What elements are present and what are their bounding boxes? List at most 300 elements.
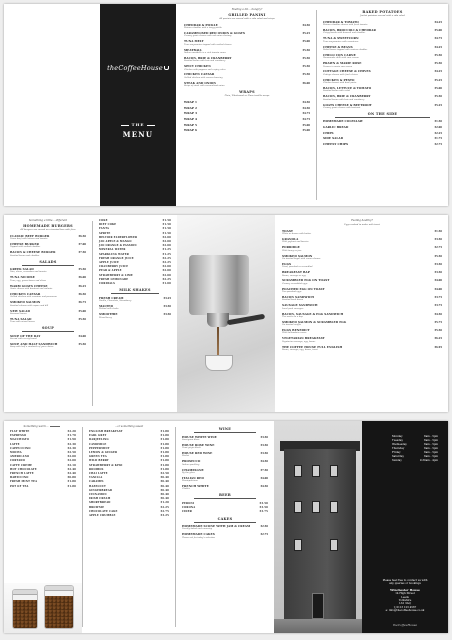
menu-item — [10, 301, 86, 307]
menu-item — [184, 107, 310, 110]
menu-item-description: Vegetarian sausage, egg, beans — [282, 340, 316, 343]
menu-item-price: £5.75 — [434, 320, 442, 324]
menu-item — [184, 129, 310, 132]
menu-item-name: STEAK AND ONION — [184, 80, 216, 85]
menu-item-price: £2.25 — [434, 131, 442, 135]
menu-item-price: £0.80 — [67, 476, 76, 480]
menu-item-price: £1.50 — [434, 120, 442, 124]
menu-item-description: Served with crusty bread — [10, 337, 37, 340]
menu-item-description: Smoked bacon with salad — [323, 90, 350, 93]
menu-item-name: WILD BERRY — [89, 459, 109, 463]
wine-panel — [176, 421, 274, 633]
menu-item — [282, 313, 442, 319]
divider — [194, 432, 256, 433]
corner-note — [10, 425, 76, 428]
menu-item — [99, 313, 171, 319]
cover-title: MENU — [122, 130, 154, 139]
menu-item-name: DARJEELING — [89, 438, 109, 442]
menu-item-price: £6.00 — [78, 276, 86, 280]
menu-item — [323, 120, 442, 123]
menu-item-price: £3.75 — [434, 304, 442, 308]
section-intro: All paninis are served with a side salad and crisps — [219, 17, 275, 20]
menu-item-description: Grilled chicken with croutons and parmesan — [10, 296, 57, 299]
menu-item-name: HAZELNUT — [89, 484, 107, 488]
menu-item-name: CHICKEN CAESAR — [184, 72, 215, 77]
menu-item-name: ROOIBOS — [89, 467, 104, 471]
menu-item-name: NEW SALAD — [10, 308, 31, 313]
coffee-beans — [45, 596, 73, 628]
breakfast-panel — [276, 215, 448, 412]
menu-item — [282, 346, 442, 352]
menu-item-price: £2.50 — [260, 525, 268, 529]
menu-item-description: Bacon, sausage, egg, beans, toast — [282, 349, 318, 352]
menu-item-name: J2O APPLE & MANGO — [99, 240, 132, 244]
menu-item-price: £2.10 — [67, 463, 76, 467]
window — [330, 465, 338, 477]
menu-item-name: CHOCOLATE CAKE — [89, 509, 118, 513]
menu-item-name: PERONI — [182, 501, 195, 505]
section-intro: All burgers are served on a toasted bun with fries — [20, 228, 76, 231]
coffee-cup-icon — [164, 66, 169, 70]
menu-item-name: SMOKED SALMON — [10, 300, 41, 305]
menu-item — [10, 335, 86, 341]
menu-item-price: £6.00 — [302, 81, 310, 85]
menu-item-row — [89, 514, 169, 518]
menu-item-name: FRENCH LATTE — [10, 472, 34, 476]
coffeehouse-building-photo — [274, 421, 362, 633]
menu-item-name: LATTE — [10, 442, 20, 446]
menu-item-price: £5.50 — [302, 65, 310, 69]
menu-item-name: FRESH MINT TEA — [10, 480, 38, 484]
section-title: WRAPS — [239, 90, 255, 95]
day-label: Friday — [392, 451, 401, 454]
menu-item-price: £1.50 — [162, 223, 171, 227]
menu-item-description: Soup with half a sandwich of your choice — [10, 346, 54, 349]
opening-hours — [392, 435, 438, 463]
menu-item-price: £1.20 — [160, 501, 169, 505]
menu-item-name: CHIPS — [323, 130, 334, 135]
menu-item-name: CIDER — [182, 510, 192, 514]
menu-item-description: With honey or jam — [282, 249, 302, 252]
menu-item-name: APPLE JUICE — [99, 261, 120, 265]
menu-item-name: THE COFFEE HOUSE FULL ENGLISH — [282, 344, 343, 349]
menu-item — [10, 235, 86, 241]
phone-number: t: 0113 123 4567 — [393, 605, 417, 609]
espresso-machine-body — [189, 255, 249, 315]
menu-item-price: £4.25 — [434, 20, 442, 24]
menu-item-name: SIDE SALAD — [323, 136, 344, 141]
menu-item-description: Vanilla, Chocolate, Strawberry — [99, 300, 132, 303]
arrow-icon — [50, 426, 60, 427]
menu-item-name: HOT CHOCOLATE — [10, 467, 37, 471]
menu-item-row — [99, 282, 171, 286]
menu-spread-lunch — [4, 215, 448, 412]
menu-item-description: Local pork sausages — [282, 307, 304, 310]
menu-item-name: CHILLI CON CARNE — [323, 52, 356, 57]
menu-item-description: Please ask for today's selection — [182, 536, 215, 539]
menu-item-price: £1.75 — [434, 137, 442, 141]
cakes-list — [182, 525, 268, 539]
panini-list — [184, 24, 310, 88]
section-title: CAKES — [217, 516, 233, 521]
menu-item-price: £3.25 — [160, 514, 169, 518]
menu-item-name: CLASSIC BEEF BURGER — [10, 233, 50, 238]
menu-item-name: COKE — [99, 219, 108, 222]
menu-item-description: On toasted bagel with cream cheese — [282, 257, 321, 260]
menu-item-name: HOMEMADE CAKES — [182, 532, 215, 537]
menu-item-description: Chicken breast with basil pesto — [323, 82, 357, 85]
menu-item-price: £4.50 — [260, 485, 268, 489]
menu-item-price: £1.00 — [162, 282, 171, 286]
menu-item-price: £4.50 — [302, 100, 310, 104]
menu-item-description: Montepulciano — [182, 480, 198, 483]
menu-item-row — [184, 124, 310, 127]
menu-item-price: £2.40 — [67, 467, 76, 471]
menu-item-name: TOAST — [282, 228, 294, 233]
menu-item-name: TUNA MELT — [184, 39, 204, 44]
menu-item-name: FANTA — [99, 227, 110, 231]
menu-item — [10, 276, 86, 282]
menu-item-name: FRENCH WHITE — [182, 484, 209, 489]
section-title: GRILLED PANINI — [228, 13, 266, 17]
menu-item — [10, 318, 86, 324]
corner-text: Something warm... — [23, 425, 49, 428]
section-intro: Plain, Wholemeal or Flour tortilla wraps — [224, 94, 270, 98]
menu-item-price: £1.25 — [162, 252, 171, 256]
menu-item-price: £2.30 — [67, 442, 76, 446]
menu-item-description: Smoked salmon with capers and dill — [10, 304, 49, 307]
menu-item-name: EGGS BENEDICT — [282, 328, 310, 333]
logo-name: CoffeeHouse — [397, 623, 418, 627]
menu-item-name: GINGERBREAD — [89, 488, 113, 492]
menu-item-price: £3.50 — [434, 238, 442, 242]
menu-item-price: £5.00 — [302, 123, 310, 127]
opening-hours-row — [392, 459, 438, 463]
corner-note: Feeling a bit... hungry? — [231, 8, 263, 11]
tea-panel — [83, 421, 175, 633]
menu-item-description: Creamy goats cheese with beetroot — [323, 106, 361, 109]
menu-item-price: £5.50 — [434, 95, 442, 99]
menu-item-name: IRISH CREAM — [89, 497, 111, 501]
menu-item-name: BREAKFAST BAP — [282, 270, 310, 275]
menu-item-name: PEPPERMINT — [89, 446, 110, 450]
menu-item-price: £5.50 — [302, 73, 310, 77]
menu-item — [10, 251, 86, 257]
section-intro: Jacket potatoes served with a side salad — [360, 14, 405, 17]
menu-item-price: £5.00 — [434, 29, 442, 33]
section-title: MILK SHAKES — [119, 288, 151, 293]
menu-item-name: EGGS — [282, 261, 292, 266]
menu-item-name: CORDIALS — [99, 282, 116, 286]
divider — [111, 293, 159, 294]
menu-item-price: £2.00 — [162, 244, 171, 248]
menu-item-name: PEAR & APPLE — [99, 269, 122, 273]
menu-item-price: £4.50 — [434, 312, 442, 316]
menu-item — [282, 321, 442, 327]
menu-item — [282, 288, 442, 294]
hours-value: 8am - 5pm — [424, 451, 438, 454]
menu-item-price: £6.50 — [78, 234, 86, 238]
menu-item — [282, 255, 442, 261]
soft-drinks-list — [99, 219, 171, 286]
section-title: HOMEMADE BURGERS — [23, 224, 73, 228]
panini-panel — [178, 4, 316, 206]
contact-details — [362, 579, 448, 613]
menu-item-description: Cottage cheese with fresh chives — [323, 73, 358, 76]
section-title: SOUP — [41, 326, 55, 331]
menu-item — [323, 21, 442, 27]
menu-item-name: J2O ORANGE & PASSION — [99, 244, 137, 248]
menu-item-price: £2.25 — [162, 256, 171, 260]
menu-item-price: £5.50 — [434, 62, 442, 66]
menu-item-name: ESPRESSO — [10, 434, 27, 438]
menu-item-price: £5.50 — [434, 53, 442, 57]
menu-item-price: £2.00 — [162, 265, 171, 269]
menu-item-name: AMERICANO — [10, 455, 30, 459]
menu-item-price: £1.70 — [67, 434, 76, 438]
menu-item-name: WRAP 5 — [184, 122, 197, 127]
coffee-beans — [13, 600, 37, 628]
menu-item-name: TUNA & SWEETCORN — [323, 36, 359, 41]
portafilter-handle — [227, 314, 265, 326]
menu-item — [282, 304, 442, 310]
menu-item — [282, 271, 442, 277]
menu-item-price: £1.80 — [160, 446, 169, 450]
menu-item — [282, 246, 442, 252]
menu-item-description: On toasted muffin — [282, 324, 301, 327]
menu-item-description: White or brown with butter — [282, 233, 311, 236]
menu-item-name: STRAWBERRY & LIME — [99, 273, 133, 277]
menu-item — [323, 29, 442, 35]
menu-item — [182, 469, 268, 475]
menu-item — [323, 126, 442, 129]
menu-item-name: GRANOLA — [282, 237, 299, 242]
menu-item — [10, 285, 86, 291]
menu-item-price: £2.75 — [434, 143, 442, 147]
menu-item-name: CAPPUCCINO — [10, 446, 31, 450]
menu-item-price: £1.80 — [160, 434, 169, 438]
jar-lid — [12, 590, 38, 595]
menu-item-price: £0.40 — [160, 476, 169, 480]
menu-item-price: £1.80 — [160, 442, 169, 446]
menu-item-name: BROWNIE — [89, 505, 105, 509]
menu-item-row — [323, 137, 442, 140]
menu-item-price: £2.25 — [160, 505, 169, 509]
menu-item — [10, 243, 86, 249]
menu-item-price: £3.50 — [163, 313, 171, 317]
menu-item-price: £6.75 — [78, 301, 86, 305]
menu-item-price: £1.80 — [67, 480, 76, 484]
menu-item-description: Tuna with mixed leaves — [10, 321, 35, 324]
menu-item-price: £1.80 — [160, 459, 169, 463]
menu-item-name: HOUSE WHITE WINE — [182, 434, 217, 439]
soup-list — [10, 335, 86, 349]
address-line: Leeds — [401, 595, 409, 599]
menu-item-name: CORTADO — [10, 459, 25, 463]
corner-note: Something a little... different — [28, 219, 68, 222]
menu-item-name: SOUP AND HALF SANDWICH — [10, 341, 58, 346]
menu-item-price: £1.80 — [160, 430, 169, 433]
menu-item — [323, 79, 442, 85]
divider — [194, 522, 256, 523]
window — [312, 465, 320, 477]
menu-item-price: £1.80 — [160, 463, 169, 467]
hours-value: 8am - 5pm — [424, 455, 438, 458]
menu-item-name: FRESH LEMONADE — [99, 277, 129, 281]
divider — [147, 125, 155, 126]
menu-item-name: ITALIAN RED — [182, 475, 204, 480]
menu-item-description: Baked beans topped with mature cheddar — [323, 48, 368, 51]
corner-note: ...or something sweet — [114, 425, 144, 428]
menu-item-price: £5.25 — [302, 32, 310, 36]
menu-item-price: £5.25 — [434, 103, 442, 107]
menu-item-name: SAUSAGE SANDWICH — [282, 303, 318, 308]
day-label: Sunday — [392, 459, 402, 462]
menu-item-price: £5.25 — [434, 78, 442, 82]
menu-item-description: Chablis — [182, 488, 190, 491]
divider — [194, 498, 256, 499]
menu-item-name: CHEESE & BEANS — [323, 44, 353, 49]
menu-item-description: Chicken with peppers and a spicy salsa — [184, 68, 226, 71]
menu-item-name: CHAI LATTE — [89, 472, 108, 476]
jar-lid — [44, 586, 74, 591]
menu-item — [282, 263, 442, 269]
jar — [12, 589, 38, 629]
menu-item-price: £6.25 — [434, 337, 442, 341]
menu-item-name: SMOKED SALMON — [282, 253, 313, 258]
menu-item-price: £3.50 — [260, 435, 268, 439]
address-line: Yorkshire — [398, 599, 412, 603]
menu-item-price: £4.75 — [434, 37, 442, 41]
beer-list — [182, 502, 268, 515]
menu-item-price: £6.25 — [78, 284, 86, 288]
burgers-panel — [4, 215, 92, 412]
menu-item — [184, 49, 310, 55]
menu-item-price: £0.40 — [160, 484, 169, 488]
menu-item-name: HOMEMADE COLESLAW — [323, 119, 363, 124]
menu-item-price: £0.40 — [160, 488, 169, 492]
menu-item-price: £3.50 — [260, 443, 268, 447]
coffee-bean-jars-photo — [4, 583, 82, 633]
hours-value: 8am - 5pm — [424, 443, 438, 446]
sides-list — [323, 120, 442, 146]
tea-syrups-list — [89, 430, 169, 518]
menu-item-name: SMOOTHIE — [99, 312, 118, 317]
menu-item — [323, 54, 442, 60]
menu-item-description: Grilled chicken with caesar dressing — [184, 76, 223, 79]
menu-item-price: £5.50 — [302, 48, 310, 52]
menu-item-price: £4.00 — [434, 287, 442, 291]
menu-item-price: £1.50 — [162, 227, 171, 231]
menu-item-name: CARAMELISED RED ONION & GOATS — [184, 31, 245, 36]
window — [330, 539, 338, 551]
hours-value: 8am - 5pm — [424, 439, 438, 442]
the-text: THE — [131, 122, 145, 127]
menu-item-name: POACHED EGG ON TOAST — [282, 286, 325, 291]
menu-item-name: HOMEMADE SCONE WITH JAM & CREAM — [182, 524, 251, 529]
menu-item-name: BACON SANDWICH — [282, 295, 314, 300]
menu-item-price: £7.50 — [260, 468, 268, 472]
hours-value: 9.30am - 4pm — [419, 459, 438, 462]
menu-item-price: £4.25 — [434, 45, 442, 49]
menu-item-price: £1.50 — [162, 219, 171, 222]
corner-note: Feeling healthy? — [351, 219, 373, 222]
menu-item-price: £5.00 — [434, 87, 442, 91]
coffee-panel — [4, 421, 82, 633]
address-name: Winchester House — [390, 587, 420, 592]
salads-list — [10, 268, 86, 324]
potatoes-list — [323, 21, 442, 110]
divider — [22, 265, 74, 266]
address-line: LS1 3AQ — [399, 602, 411, 606]
potatoes-panel — [317, 4, 448, 206]
menu-item-description: Tuna, egg, green beans and olives — [10, 279, 47, 282]
menu-item-description: Strips of steak with caramelised onion — [184, 85, 225, 88]
contact-note: Please feel free to contact us with — [382, 579, 428, 582]
menu-item-name: BACON, BRIE & CRANBERRY — [323, 94, 371, 99]
menu-item-price: £4.00 — [78, 334, 86, 338]
menu-item-price: £4.00 — [260, 476, 268, 480]
menu-item-name: CHEESY CHIPS — [323, 142, 349, 147]
menu-item-description: Creamy scrambled eggs — [282, 282, 308, 285]
breakfast-list — [282, 230, 442, 352]
coffeehouse-logo — [100, 64, 176, 72]
section-title: BAKED POTATOES — [362, 10, 403, 14]
menu-item — [182, 460, 268, 466]
menu-item — [10, 310, 86, 316]
menu-item-description: Bacon, sausage or egg — [282, 274, 306, 277]
window — [312, 501, 320, 513]
menu-item-price: £3.50 — [260, 452, 268, 456]
espresso-stream — [217, 327, 219, 357]
menu-item-price: £3.50 — [259, 501, 268, 505]
menu-item-description: Smoked bacon with brie and cranberry — [184, 60, 226, 63]
menu-item-name: CHEESE BURGER — [10, 242, 39, 247]
menu-item-description: Mixed berry — [99, 316, 112, 319]
menu-item-price: £1.80 — [160, 438, 169, 442]
menu-item-price: £2.50 — [67, 451, 76, 455]
menu-item-name: WRAP 2 — [184, 105, 197, 110]
menu-item-name: VANILLA — [89, 476, 103, 480]
menu-item-name: HOUSE ROSE WINE — [182, 442, 215, 447]
menu-item-row — [323, 126, 442, 129]
wine-list — [182, 436, 268, 492]
logo-the: the — [107, 64, 119, 72]
menu-item-row — [182, 510, 268, 514]
menu-item-description: Malted milk shake — [99, 308, 119, 311]
menu-item-price: £5.50 — [434, 254, 442, 258]
menu-item-name: POT OF TEA — [10, 484, 29, 488]
menu-item-name: MEATBALL — [184, 47, 203, 52]
coffee-cup — [205, 355, 233, 371]
menu-item-price: £5.00 — [78, 309, 86, 313]
menu-item-name: CRANBERRY JUICE — [99, 265, 129, 269]
menu-item-description: Tuna mayonnaise topped with melted cheese — [184, 43, 232, 46]
menu-item-price: £4.50 — [302, 106, 310, 110]
section-title: BEER — [218, 493, 232, 498]
menu-item-price: £7.50 — [78, 251, 86, 255]
menu-item-price: £1.80 — [160, 467, 169, 471]
menu-item-price: £2.75 — [160, 509, 169, 513]
menu-item-description: Creamy goats cheese with red onion chutney — [184, 35, 232, 38]
menu-item — [184, 118, 310, 121]
menu-item-name: VEGETARIAN BREAKFAST — [282, 336, 325, 341]
menu-item-description: Smoked back bacon — [282, 299, 304, 302]
menu-item-name: CARAMEL — [89, 480, 105, 484]
menu-item-price: £2.40 — [67, 472, 76, 476]
menu-item — [323, 46, 442, 52]
menu-item-description: Sauvignon blanc — [182, 438, 200, 441]
